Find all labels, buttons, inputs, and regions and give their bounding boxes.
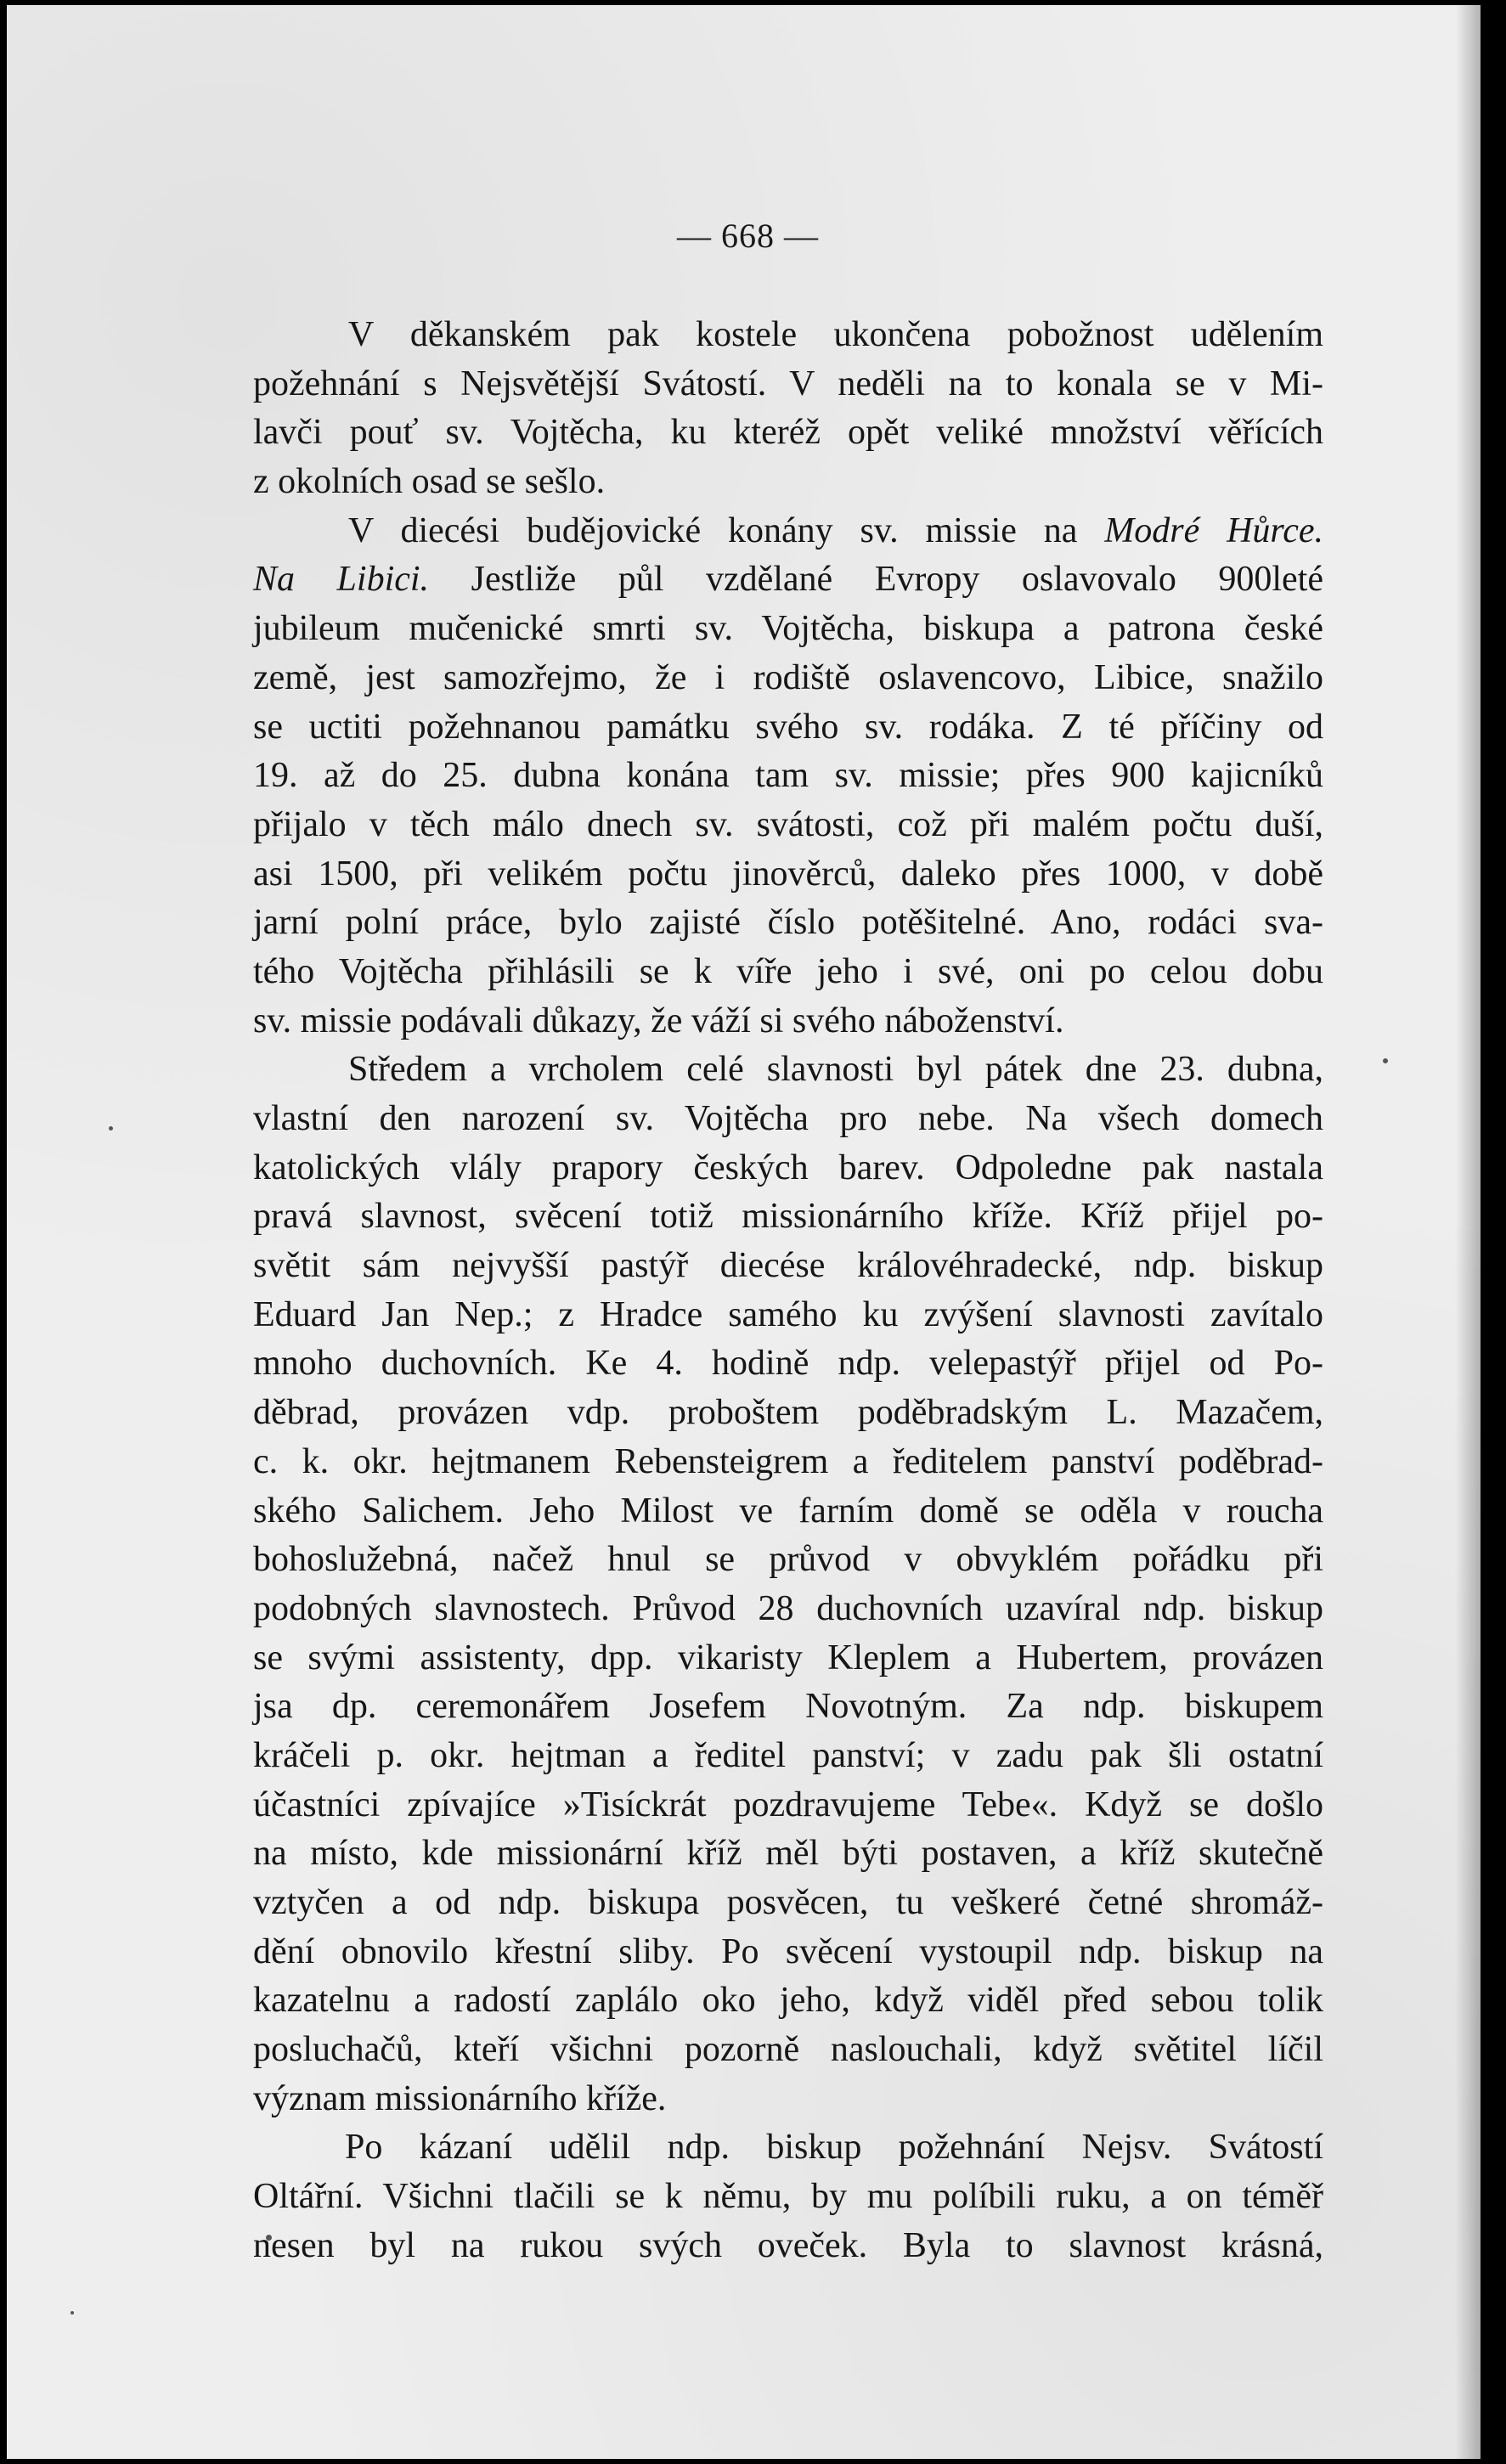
text-line: nesen byl na rukou svých oveček. Byla to slavnost krásná, xyxy=(253,2225,1323,2265)
text-line: význam missionárního kříže. xyxy=(253,2078,667,2118)
text-line: vlastní den narození sv. Vojtěcha pro nebe. Na všech domech xyxy=(253,1099,1323,1138)
text-line: Eduard Jan Nep.; z Hradce samého ku zvýšení slavnosti zavítalo xyxy=(253,1294,1323,1334)
text-line: se uctiti požehnanou památku svého sv. rodáka. Z té příčiny od xyxy=(253,707,1323,747)
text-line-part: V diecési budějovické konány sv. missie na xyxy=(348,510,1078,550)
text-line: posluchačů, kteří všichni pozorně naslouchali, když světitel líčil xyxy=(253,2030,1323,2070)
text-line: tého Vojtěcha přihlásili se k víře jeho i své, oni po celou dobu xyxy=(253,951,1323,991)
text-line: z okolních osad se sešlo. xyxy=(253,462,606,502)
text-line: jarní polní práce, bylo zajisté číslo potěšitelné. Ano, rodáci sva- xyxy=(253,903,1323,943)
text-line: asi 1500, při velikém počtu jinověrců, daleko přes 1000, v době xyxy=(253,854,1323,894)
text-line: účastníci zpívajíce »Tisíckrát pozdravujeme Tebe«. Když se došlo xyxy=(253,1785,1323,1824)
text-line: c. k. okr. hejtmanem Rebensteigrem a ředitelem panství poděbrad- xyxy=(253,1441,1323,1481)
text-line: na místo, kde missionární kříž měl býti postaven, a kříž skutečně xyxy=(253,1834,1323,1874)
text-line: jubileum mučenické smrti sv. Vojtěcha, biskupa a patrona české xyxy=(253,609,1323,649)
text-line: lavči pouť sv. Vojtěcha, ku kteréž opět veliké množství věřících xyxy=(253,413,1323,453)
text-line: podobných slavnostech. Průvod 28 duchovních uzavíral ndp. biskup xyxy=(253,1588,1323,1628)
section-title-modre-hurce: Modré Hůrce. xyxy=(1104,510,1324,550)
text-line: jsa dp. ceremonářem Josefem Novotným. Za ndp. biskupem xyxy=(253,1687,1323,1727)
text-line: kráčeli p. okr. hejtman a ředitel panství; v zadu pak šli ostatní xyxy=(253,1735,1323,1775)
scan-speck xyxy=(109,1126,113,1131)
text-line: ského Salichem. Jeho Milost ve farním domě se oděla v roucha xyxy=(253,1491,1323,1531)
text-line: pravá slavnost, svěcení totiž missionárního kříže. Kříž přijel po- xyxy=(253,1197,1323,1237)
text-line xyxy=(253,507,1323,556)
text-line: V děkanském pak kostele ukončena pobožnost udělením xyxy=(348,315,1323,354)
text-line: bohoslužebná, načež hnul se průvod v obvyklém pořádku při xyxy=(253,1540,1323,1580)
page-number: — 668 — xyxy=(677,217,819,255)
text-line: vztyčen a od ndp. biskupa posvěcen, tu veškeré četné shromáž- xyxy=(253,1883,1323,1922)
section-title-na-libici: Na Libici. xyxy=(253,560,430,600)
text-line: světit sám nejvyšší pastýř diecése královéhradecké, ndp. biskup xyxy=(253,1246,1323,1286)
text-line: požehnání s Nejsvětější Svátostí. V neděli na to konala se v Mi- xyxy=(253,364,1323,403)
text-line: kazatelnu a radostí zaplálo oko jeho, když viděl před sebou tolik xyxy=(253,1981,1323,2021)
text-line: se svými assistenty, dpp. vikaristy Kleplem a Hubertem, provázen xyxy=(253,1638,1323,1677)
text-line: děbrad, provázen vdp. proboštem poděbradským L. Mazačem, xyxy=(253,1393,1323,1433)
text-line: 19. až do 25. dubna konána tam sv. missie; přes 900 kajicníků xyxy=(253,756,1323,796)
scanned-page xyxy=(7,5,1481,2459)
scan-speck xyxy=(1383,1058,1388,1063)
text-line: země, jest samozřejmo, že i rodiště oslavencovo, Libice, snažilo xyxy=(253,657,1323,697)
text-line xyxy=(253,555,1323,605)
scan-speck xyxy=(71,2311,74,2315)
text-line: Oltářní. Všichni tlačili se k němu, by mu políbili ruku, a on téměř xyxy=(253,2177,1323,2217)
text-line: Středem a vrcholem celé slavnosti byl pátek dne 23. dubna, xyxy=(348,1050,1323,1090)
text-line: Po kázaní udělil ndp. biskup požehnání Nejsv. Svátostí xyxy=(345,2128,1323,2168)
text-line-part: Jestliže půl vzdělané Evropy oslavovalo 900leté xyxy=(471,560,1323,600)
body-text xyxy=(253,311,1323,2271)
page-edge-shadow xyxy=(1455,5,1481,2459)
text-line: sv. missie podávali důkazy, že váží si svého náboženství. xyxy=(253,1001,1064,1040)
text-line: dění obnovilo křestní sliby. Po svěcení vystoupil ndp. biskup na xyxy=(253,1931,1323,1971)
text-line: katolických vlály prapory českých barev. Odpoledne pak nastala xyxy=(253,1147,1323,1187)
text-line: mnoho duchovních. Ke 4. hodině ndp. velepastýř přijel od Po- xyxy=(253,1344,1323,1384)
text-line: přijalo v těch málo dnech sv. svátosti, což při malém počtu duší, xyxy=(253,804,1323,844)
